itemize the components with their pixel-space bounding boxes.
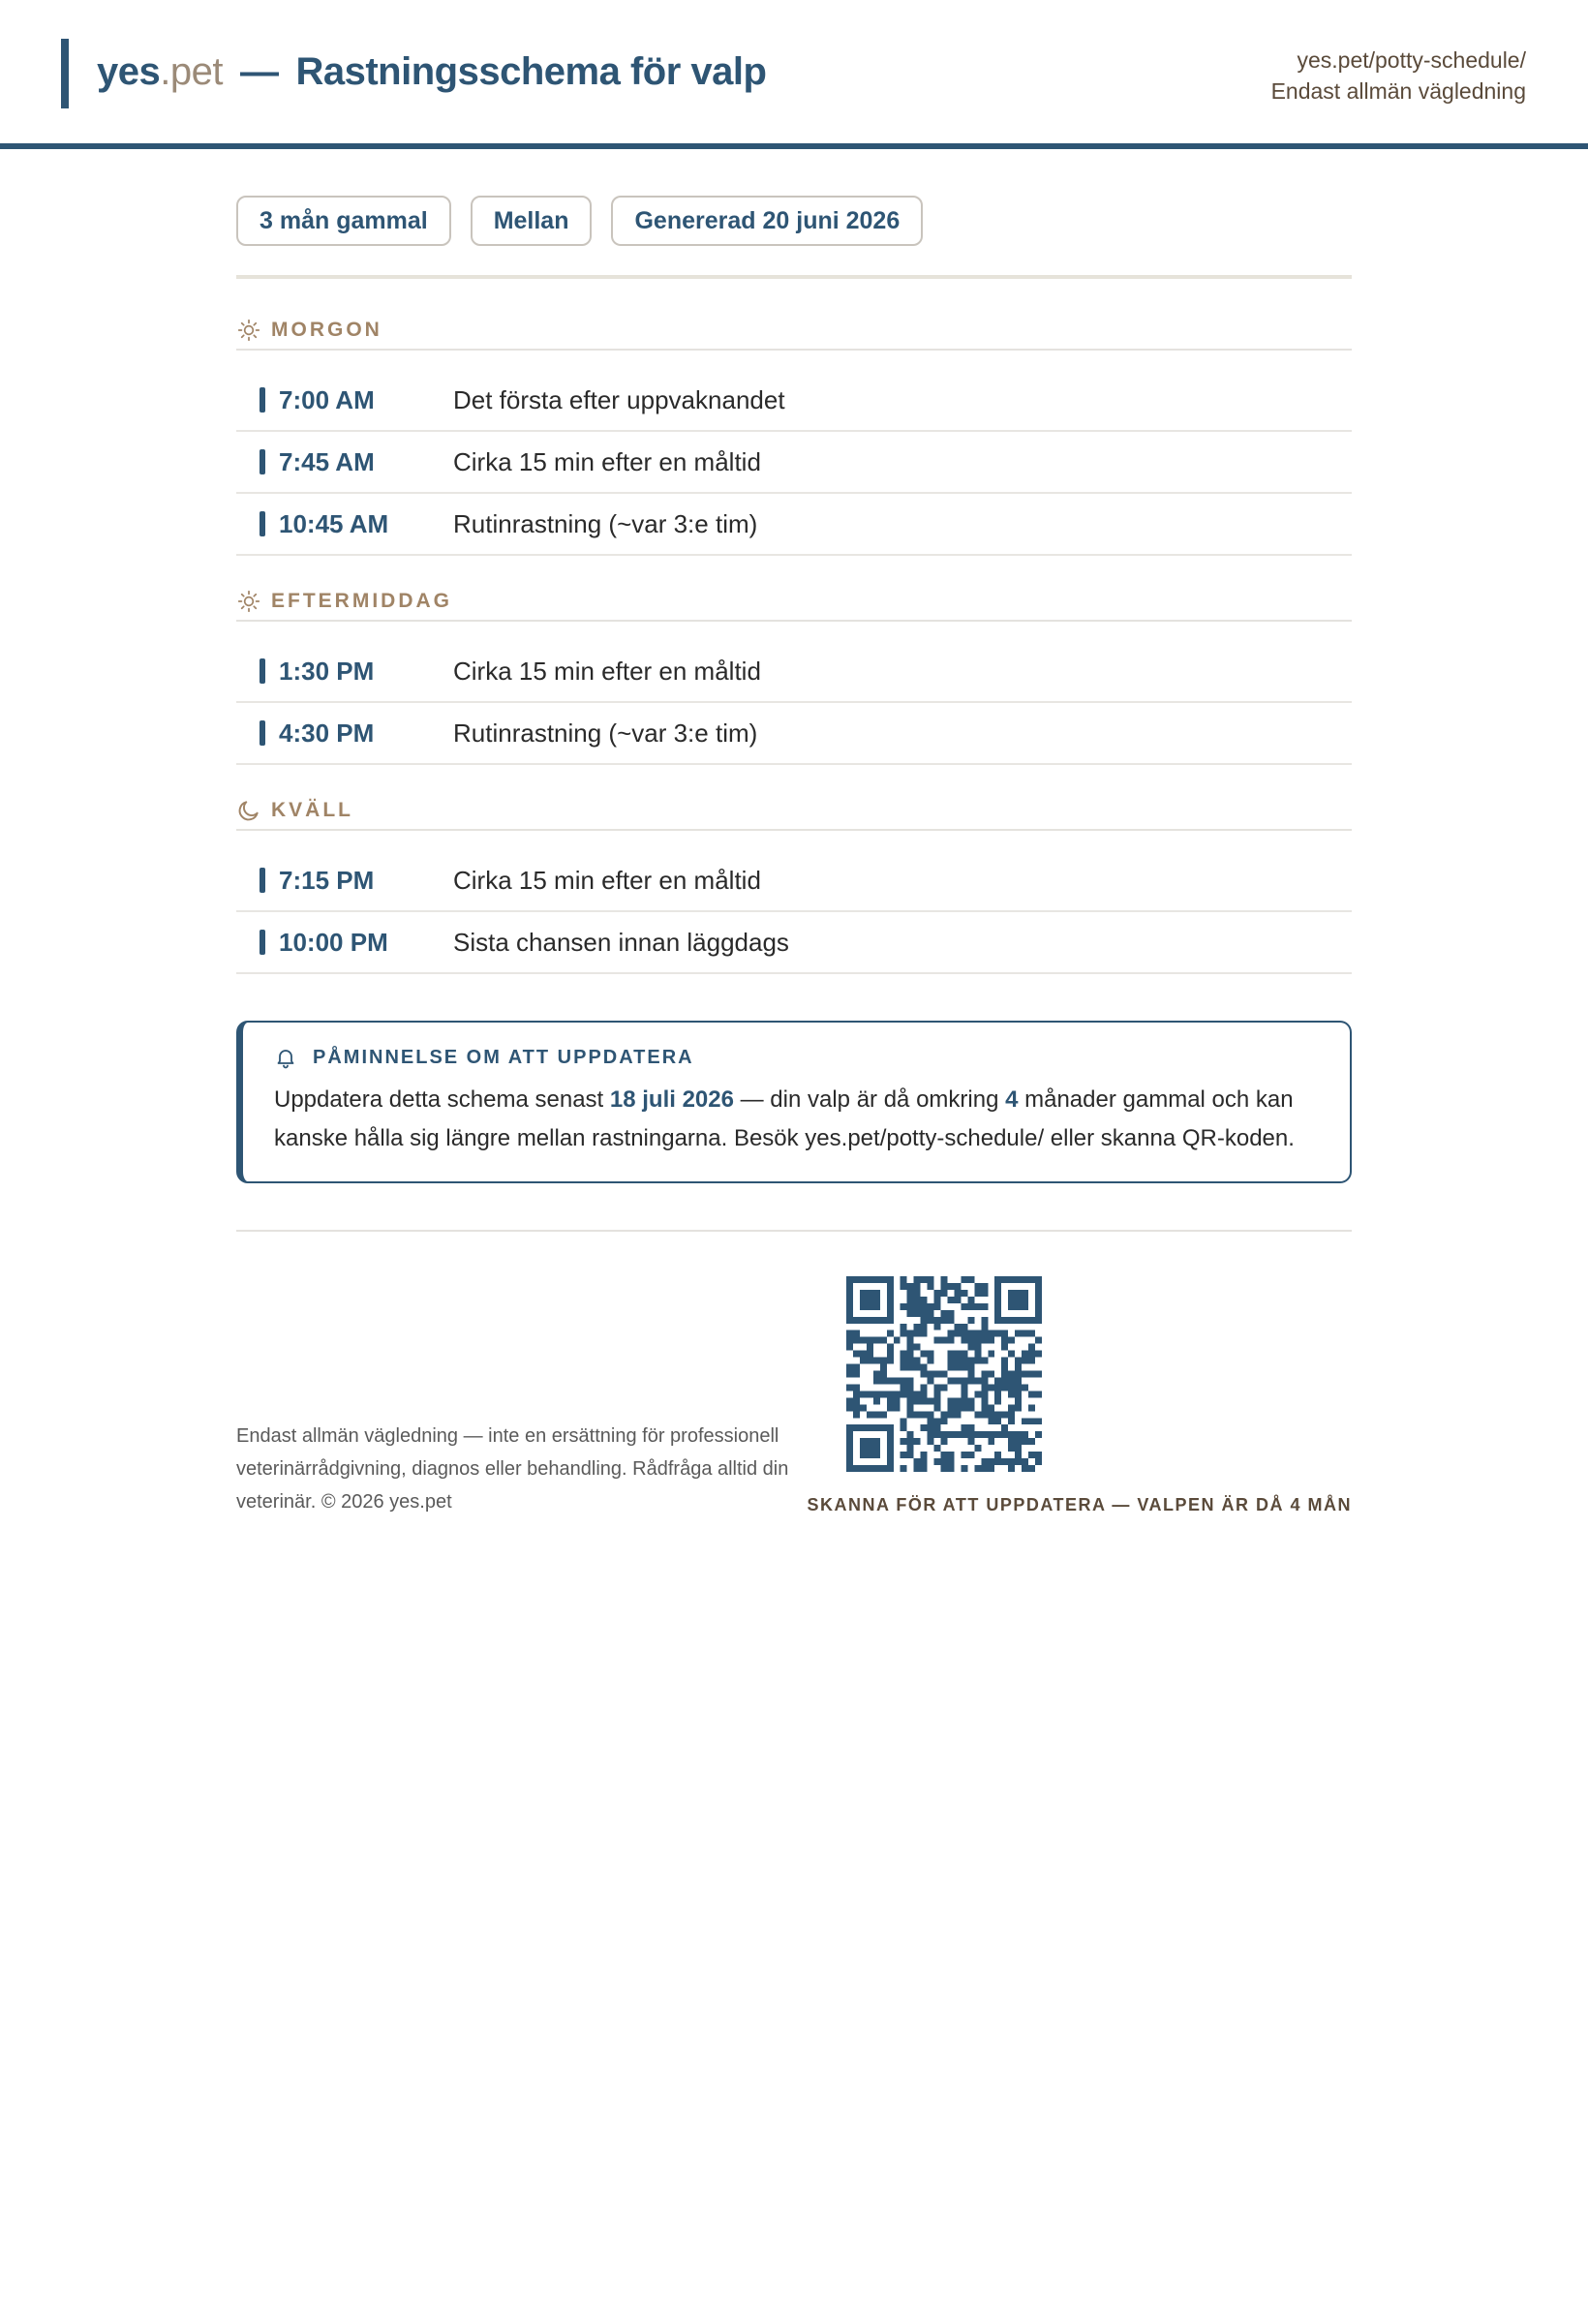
row-time: 10:00 PM: [279, 927, 388, 957]
sun-icon: [236, 318, 261, 343]
chip-generated: Genererad 20 juni 2026: [611, 196, 923, 246]
row-marker: [260, 868, 265, 893]
footer-disclaimer: Endast allmän vägledning — inte en ersättning för professionell veterinärrådgivning, diagnos eller behandling. Rådfråga alltid din veterinär. © 2026 yes.pet: [236, 1425, 789, 1513]
row-time: 1:30 PM: [279, 656, 375, 686]
row-description: Rutinrastning (~var 3:e tim): [453, 508, 758, 538]
page-header: [0, 0, 1588, 149]
reminder-text: Uppdatera detta schema senast 18 juli 2026 — din valp är då omkring 4 månader gammal och kan kanske hålla sig längre mellan rastningarna. Besök yes.pet/potty-schedule/ eller skanna QR-koden.: [274, 1086, 1295, 1151]
update-reminder: [236, 1021, 1352, 1183]
row-marker: [260, 449, 265, 474]
row-description: Cirka 15 min efter en måltid: [453, 446, 761, 476]
header-url[interactable]: yes.pet/potty-schedule/: [1297, 47, 1526, 73]
section-label: EFTERMIDDAG: [271, 590, 452, 612]
schedule-row: [236, 641, 1352, 703]
section-label: KVÄLL: [271, 799, 353, 821]
chip-size: Mellan: [471, 196, 593, 246]
section-label: MORGON: [271, 319, 382, 341]
row-marker: [260, 658, 265, 684]
row-time: 10:45 AM: [279, 508, 389, 538]
row-time: 7:15 PM: [279, 865, 375, 895]
row-description: Rutinrastning (~var 3:e tim): [453, 718, 758, 748]
row-time: 7:00 AM: [279, 384, 375, 414]
bell-icon: [274, 1046, 297, 1069]
footer-divider: [236, 1230, 1352, 1232]
row-description: Det första efter uppvaknandet: [453, 384, 785, 414]
row-description: Cirka 15 min efter en måltid: [453, 865, 761, 895]
reminder-months: 4: [1005, 1086, 1019, 1113]
header-meta: [1271, 45, 1526, 107]
row-time: 4:30 PM: [279, 718, 375, 748]
header-note: Endast allmän vägledning: [1270, 78, 1526, 104]
schedule-row: [236, 703, 1352, 765]
sun-icon: [236, 589, 261, 614]
schedule-title: Rastningsschema för valp: [295, 50, 767, 93]
section-afternoon: [236, 583, 1352, 622]
qr-code[interactable]: [846, 1276, 1042, 1472]
row-marker: [260, 930, 265, 955]
chip-age: 3 mån gammal: [236, 196, 451, 246]
row-description: Sista chansen innan läggdags: [453, 927, 789, 957]
schedule-row: [236, 494, 1352, 556]
chips-divider: [236, 275, 1352, 279]
section-evening: [236, 792, 1352, 831]
section-morning: [236, 312, 1352, 351]
brand-logo[interactable]: yes.pet: [97, 50, 223, 93]
page-title: yes.pet — Rastningsschema för valp: [97, 50, 767, 93]
schedule-row: [236, 432, 1352, 494]
qr-caption: SKANNA FÖR ATT UPPDATERA — VALPEN ÄR DÅ 4 MÅN: [807, 1495, 1352, 1514]
row-description: Cirka 15 min efter en måltid: [453, 656, 761, 686]
schedule-row: [236, 850, 1352, 912]
schedule-row: [236, 370, 1352, 432]
row-marker: [260, 387, 265, 413]
row-time: 7:45 AM: [279, 446, 375, 476]
row-marker: [260, 720, 265, 746]
info-chips: [236, 196, 1352, 246]
header-accent-bar: [61, 39, 69, 108]
reminder-date: 18 juli 2026: [609, 1086, 734, 1113]
moon-icon: [236, 798, 261, 823]
row-marker: [260, 511, 265, 536]
schedule-row: [236, 912, 1352, 974]
reminder-title: PÅMINNELSE OM ATT UPPDATERA: [274, 1046, 1321, 1069]
